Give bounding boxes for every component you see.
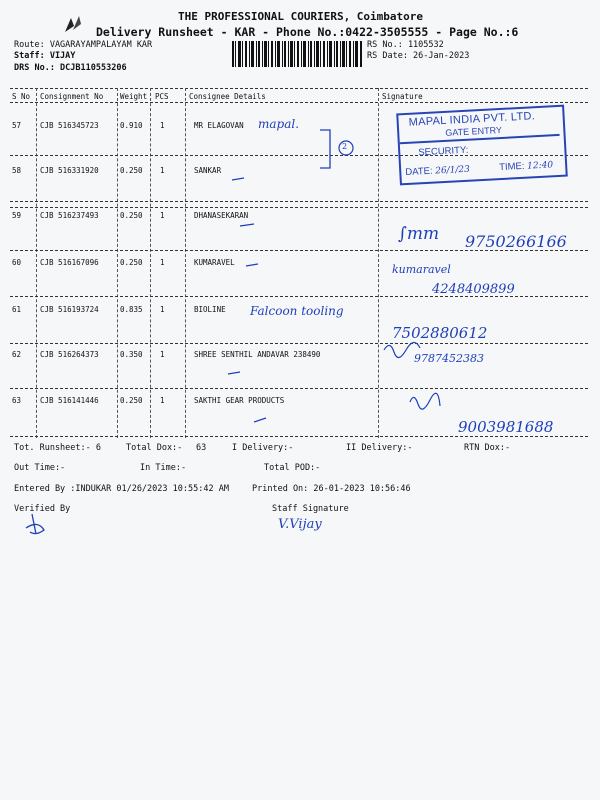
row-consignee: DHANASEKARAN (194, 211, 249, 220)
barcode (232, 41, 362, 67)
runsheet-title: Delivery Runsheet - KAR - Phone No.:0422-3505555 - Page No.:6 (96, 25, 519, 39)
staff-signature: V.Vijay (278, 517, 322, 532)
row-pcs: 1 (160, 121, 165, 130)
col-header-weight: Weight (120, 92, 148, 101)
col-header-sno: S No (12, 92, 31, 101)
row-sno: 61 (12, 305, 22, 314)
row-consignment: CJB 516345723 (40, 121, 99, 130)
row-sno: 62 (12, 350, 22, 359)
handwritten-phone: 9787452383 (414, 352, 484, 365)
handwritten-phone: 9750266166 (465, 232, 567, 251)
row-pcs: 1 (160, 305, 165, 314)
row-weight: 0.250 (120, 211, 143, 220)
stamp-time-label: TIME: (498, 160, 525, 174)
handwritten-note: Falcoon tooling (250, 304, 344, 318)
row-weight: 0.250 (120, 166, 143, 175)
col-header-consignee: Consignee Details (189, 92, 266, 101)
out-time: Out Time:- (14, 463, 66, 473)
verified-by: Verified By (14, 504, 71, 514)
courier-logo-icon (62, 14, 84, 36)
staff-label: Staff: VIJAY (14, 51, 76, 61)
column-divider (117, 88, 118, 438)
rtn-dox: RTN Dox:- (464, 443, 511, 453)
handwritten-signature: ∫mm (398, 224, 440, 244)
i-delivery: I Delivery:- (232, 443, 294, 453)
rs-number: RS No.: 1105532 (367, 40, 444, 50)
row-weight: 0.835 (120, 305, 143, 314)
company-title: THE PROFESSIONAL COURIERS, Coimbatore (178, 10, 424, 23)
column-divider (150, 88, 151, 438)
row-divider (10, 207, 588, 208)
verifier-signature (22, 512, 52, 538)
row-sno: 60 (12, 258, 22, 267)
row-consignee: SANKAR (194, 166, 222, 175)
row-consignment: CJB 516264373 (40, 350, 99, 359)
entered-by: Entered By :INDUKAR 01/26/2023 10:55:42 AM (14, 484, 229, 494)
table-header-rule (10, 102, 588, 103)
stamp-date-value: 26/1/23 (434, 164, 471, 177)
row-weight: 0.350 (120, 350, 143, 359)
row-weight: 0.250 (120, 258, 143, 267)
row-sno: 57 (12, 121, 22, 130)
row-consignee: KUMARAVEL (194, 258, 235, 267)
row-consignee: SAKTHI GEAR PRODUCTS (194, 396, 285, 405)
printed-on: Printed On: 26-01-2023 10:56:46 (252, 484, 411, 494)
total-dox-value: 63 (196, 443, 207, 453)
handwritten-phone: 7502880612 (392, 324, 488, 342)
handwritten-note: mapal. (258, 117, 300, 131)
total-dox-label: Total Dox:- (126, 443, 183, 453)
row-weight: 0.910 (120, 121, 143, 130)
row-pcs: 1 (160, 350, 165, 359)
row-consignment: CJB 516237493 (40, 211, 99, 220)
handwritten-phone: 4248409899 (432, 282, 515, 297)
row-weight: 0.250 (120, 396, 143, 405)
row-pcs: 1 (160, 396, 165, 405)
stamp-security: SECURITY: (418, 144, 469, 159)
stamp-date-label: DATE: (405, 165, 433, 179)
signature-scribbles (380, 340, 530, 440)
row-consignee: BIOLINE (194, 305, 226, 314)
row-pcs: 1 (160, 211, 165, 220)
row-consignment: CJB 516331920 (40, 166, 99, 175)
table-top-rule (10, 88, 588, 89)
in-time: In Time:- (140, 463, 187, 473)
col-header-consignment: Consignment No (40, 92, 104, 101)
stamp-gate-entry: GATE ENTRY (445, 124, 503, 138)
stamp-company: MAPAL INDIA PVT. LTD. (408, 110, 536, 129)
stamp-time-value: 12:40 (526, 160, 554, 172)
drs-number: DRS No.: DCJB110553206 (14, 63, 127, 73)
row-sno: 58 (12, 166, 22, 175)
signature-ticks (188, 160, 278, 440)
company-stamp (396, 105, 568, 186)
route-label: Route: VAGARAYAMPALAYAM KAR (14, 40, 153, 50)
rs-date: RS Date: 26-Jan-2023 (367, 51, 470, 61)
row-consignment: CJB 516141446 (40, 396, 99, 405)
column-divider (185, 88, 186, 438)
row-sno: 59 (12, 211, 22, 220)
row-sno: 63 (12, 396, 22, 405)
bracket-mark-icon (316, 128, 364, 170)
col-header-pcs: PCS (155, 92, 169, 101)
column-divider (36, 88, 37, 438)
handwritten-signature: kumaravel (392, 263, 451, 276)
staff-signature-label: Staff Signature (272, 504, 349, 514)
column-divider (378, 88, 379, 438)
handwritten-count: 2 (342, 142, 348, 151)
total-pod: Total POD:- (264, 463, 321, 473)
row-pcs: 1 (160, 166, 165, 175)
row-consignee: SHREE SENTHIL ANDAVAR 238490 (194, 350, 321, 359)
row-pcs: 1 (160, 258, 165, 267)
col-header-signature: Signature (382, 92, 423, 101)
total-runsheet: Tot. Runsheet:- 6 (14, 443, 101, 453)
row-consignee: MR ELAGOVAN (194, 121, 244, 130)
row-divider (10, 201, 588, 202)
row-consignment: CJB 516167096 (40, 258, 99, 267)
row-consignment: CJB 516193724 (40, 305, 99, 314)
handwritten-phone: 9003981688 (458, 418, 554, 436)
ii-delivery: II Delivery:- (346, 443, 413, 453)
